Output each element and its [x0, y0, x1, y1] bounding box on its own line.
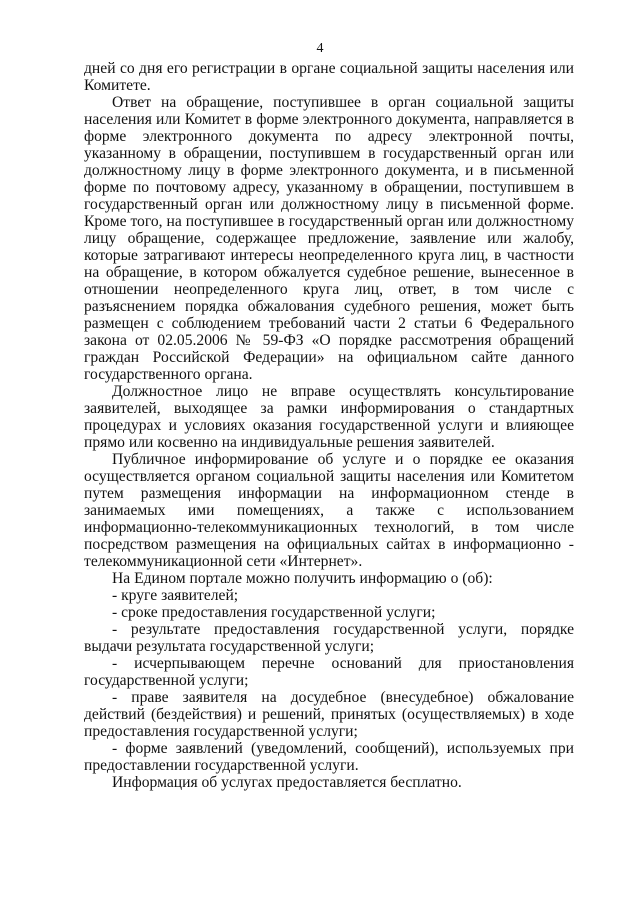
paragraph-official-restrictions: Должностное лицо не вправе осуществлять консультирование заявителей, выходящее за рамки информирования о стандартных процедурах и условиях оказания государственной услуги и влияющее прямо или косвенно на индивидуальные решения заявителей.: [84, 383, 574, 451]
list-item-result: - результате предоставления государственной услуги, порядке выдачи результата государственной услуги;: [84, 621, 574, 655]
list-item-forms: - форме заявлений (уведомлений, сообщений), используемых при предоставлении государственной услуги.: [84, 740, 574, 774]
list-item-appeal-right: - праве заявителя на досудебное (внесудебное) обжалование действий (бездействия) и решений, принятых (осуществляемых) в ходе предоставления государственной услуги;: [84, 689, 574, 740]
paragraph-free-of-charge: Информация об услугах предоставляется бесплатно.: [112, 774, 462, 791]
page-number: 4: [316, 41, 324, 56]
paragraph-portal-intro: На Едином портале можно получить информацию о (об):: [112, 570, 493, 587]
list-item-suspension-grounds: - исчерпывающем перечне оснований для приостановления государственной услуги;: [84, 655, 574, 689]
paragraph-continuation: дней со дня его регистрации в органе социальной защиты населения или Комитете.: [84, 60, 574, 94]
body-text: [84, 60, 574, 791]
list-item-term: - сроке предоставления государственной услуги;: [112, 604, 436, 621]
paragraph-public-informing: Публичное информирование об услуге и о порядке ее оказания осуществляется органом социальной защиты населения или Комитетом путем размещения информации на информационном стенде в занимаемых ими помещениях, а также с использованием информационно-телекоммуникационных технологий, в том числе посредством размещения на официальных сайтах в информационно - телекоммуникационной сети «Интернет».: [84, 451, 574, 570]
list-item-applicants: - круге заявителей;: [112, 587, 239, 604]
paragraph-response-delivery: Ответ на обращение, поступившее в орган социальной защиты населения или Комитет в форме электронного документа, направляется в форме электронного документа по адресу электронной почты, указанному в обращении, поступившем в государственный орган или должностному лицу в форме электронного документа, и в письменной форме по почтовому адресу, указанному в обращении, поступившем в государственный орган или должностному лицу в письменной форме. Кроме того, на поступившее в государственный орган или должностному лицу обращение, содержащее предложение, заявление или жалобу, которые затрагивают интересы неопределенного круга лиц, в частности на обращение, в котором обжалуется судебное решение, вынесенное в отношении неопределенного круга лиц, ответ, в том числе с разъяснением порядка обжалования судебного решения, может быть размещен с соблюдением требований части 2 статьи 6 Федерального закона от 02.05.2006 № 59-ФЗ «О порядке рассмотрения обращений граждан Российской Федерации» на официальном сайте данного государственного органа.: [84, 94, 574, 383]
